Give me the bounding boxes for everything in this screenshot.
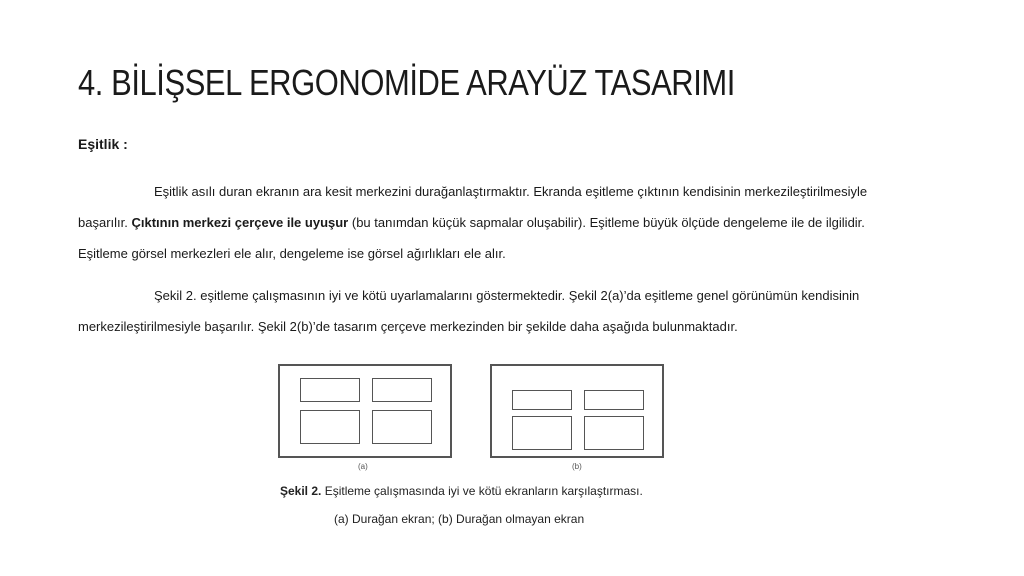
layout-box (512, 390, 572, 410)
balanced-screen-diagram (278, 364, 452, 458)
unbalanced-screen-diagram (490, 364, 664, 458)
slide-title: 4. BİLİŞSEL ERGONOMİDE ARAYÜZ TASARIMI (78, 62, 735, 103)
section-heading: Eşitlik : (78, 136, 128, 152)
figure-caption-subtitle: (a) Durağan ekran; (b) Durağan olmayan ekran (334, 512, 585, 526)
layout-box (372, 378, 432, 402)
layout-box (512, 416, 572, 450)
layout-box (300, 378, 360, 402)
layout-box (300, 410, 360, 444)
paragraph-line: merkezileştirilmesiyle başarılır. Şekil 2(b)’de tasarım çerçeve merkezinden bir şekilde daha aşağıda bulunmaktadır. (78, 319, 738, 334)
figure-label-a: (a) (358, 462, 368, 471)
paragraph-line: başarılır. Çıktının merkezi çerçeve ile uyuşur (bu tanımdan küçük sapmalar oluşabilir). Eşitleme büyük ölçüde dengeleme ile de ilgilidir. (78, 215, 865, 230)
figure-caption: Şekil 2. Eşitleme çalışmasında iyi ve kötü ekranların karşılaştırması. (280, 484, 643, 498)
paragraph-equality-definition (78, 176, 946, 269)
figure-label-b: (b) (572, 462, 582, 471)
emphasis-text: Çıktının merkezi çerçeve ile uyuşur (131, 215, 349, 230)
paragraph-line: Şekil 2. eşitleme çalışmasının iyi ve kötü uyarlamalarını göstermektedir. Şekil 2(a)’da eşitleme genel görünümün kendisinin (154, 288, 860, 303)
layout-box (372, 410, 432, 444)
paragraph-figure-description (78, 280, 946, 342)
layout-box (584, 390, 644, 410)
paragraph-line: Eşitleme görsel merkezleri ele alır, dengeleme ise görsel ağırlıkları ele alır. (78, 246, 506, 261)
paragraph-line: Eşitlik asılı duran ekranın ara kesit merkezini durağanlaştırmaktır. Ekranda eşitleme çıktının kendisinin merkezileştirilmesiyle (154, 184, 868, 199)
layout-box (584, 416, 644, 450)
figure-2 (276, 358, 696, 538)
